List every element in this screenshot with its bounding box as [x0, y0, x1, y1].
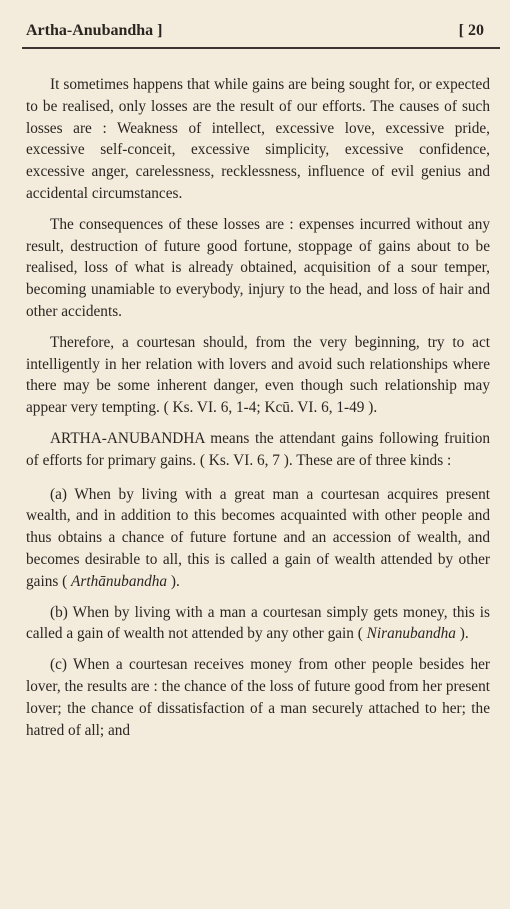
kind-c-text: (c) When a courtesan receives money from other people besides her lover, the results are : the chance of the loss of future good from her present lover; the chance of dissatisfaction of a man securely attached to her; the hatred of all; and — [26, 656, 490, 739]
page-number: [ 20 — [458, 22, 484, 39]
running-title: Artha-Anubandha ] — [26, 22, 163, 39]
page-body — [26, 74, 490, 750]
paragraph-therefore: Therefore, a courtesan should, from the very beginning, try to act intelligently in her relation with lovers and avoid such relationships where there may be some inherent danger, even though such relationship may appear very tempting. ( Ks. VI. 6, 1-4; Kcū. VI. 6, 1-49 ). — [26, 333, 490, 417]
paragraph-causes: It sometimes happens that while gains are being sought for, or expected to be realised, only losses are the result of our efforts. The causes of such losses are : Weakness of intellect, excessive love, excessive pride, excessive self-conceit, excessive simplicity, excessive confidence, excessive anger, carelessness, recklessness, influence of evil genius and accidental circumstances. — [26, 76, 490, 202]
paragraph-kind-a — [26, 484, 490, 593]
kind-b-close: ). — [459, 625, 469, 643]
running-header — [26, 22, 492, 44]
paragraph-kind-c — [26, 654, 490, 741]
paragraph-artha-anubandha: ARTHA-ANUBANDHA means the attendant gains following fruition of efforts for primary gains. ( Ks. VI. 6, 7 ). These are of three kinds : — [26, 429, 490, 469]
kind-a-close: ). — [170, 572, 180, 590]
kind-a-text: (a) When by living with a great man a courtesan acquires present wealth, and in addition to this becomes acquainted with other people and thus obtains a chance of future fortune and an accession of wealth, and becomes desirable to all, this is called a gain of wealth attended by other gains ( — [26, 485, 490, 590]
kind-b-text: (b) When by living with a man a courtesan simply gets money, this is called a gain of wealth not attended by any other gain ( — [26, 603, 490, 643]
kind-b-term: Niranubandha — [366, 625, 456, 643]
paragraph-consequences: The consequences of these losses are : expenses incurred without any result, destruction of future good fortune, stoppage of gains about to be realised, loss of what is already obtained, acquisition of a sour temper, becoming unamiable to everybody, injury to the head, and loss of hair and other accidents. — [26, 215, 490, 320]
paragraph-kind-b — [26, 602, 490, 646]
header-rule — [22, 47, 500, 49]
kind-a-term: Arthānubandha — [71, 572, 168, 590]
